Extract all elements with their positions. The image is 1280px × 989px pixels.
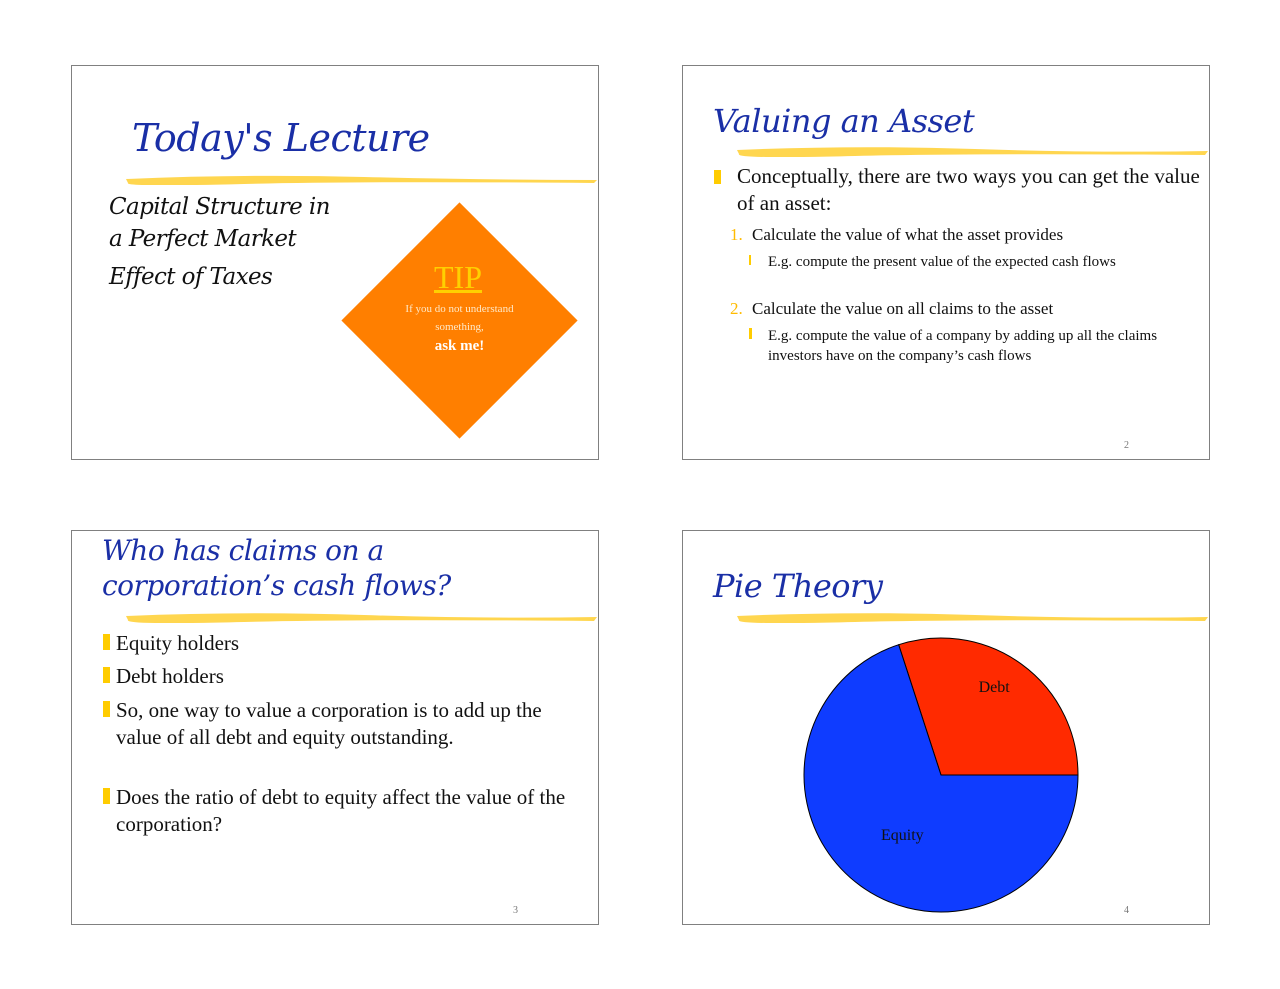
bullet-item-2: Debt holders — [116, 664, 224, 688]
item-2-number: 2. — [730, 299, 743, 318]
slide-title: Today's Lecture — [132, 116, 430, 160]
item-1-detail: E.g. compute the present value of the expected cash flows — [768, 254, 1116, 270]
bullet-icon — [103, 634, 110, 650]
slide-title: Valuing an Asset — [713, 102, 975, 140]
tip-text-line-2: something, — [435, 321, 484, 333]
bullet-icon — [103, 701, 110, 717]
bullet-icon — [103, 788, 110, 804]
slide-title: Who has claims on a corporation’s cash flows? — [102, 534, 451, 602]
main-point: Conceptually, there are two ways you can get the value of an asset: — [737, 164, 1200, 215]
bullet-item-4: Does the ratio of debt to equity affect the value of the corporation? — [116, 785, 566, 836]
bullet-icon — [714, 170, 721, 184]
pie-label-debt: Debt — [978, 678, 1010, 696]
bullet-item-3: So, one way to value a corporation is to add up the value of all debt and equity outstanding. — [116, 698, 542, 749]
slide-title: Pie Theory — [713, 567, 883, 605]
item-2-detail: E.g. compute the value of a company by adding up all the claims investors have on the company’s cash flows — [768, 328, 1158, 364]
highlighter-stroke-decoration — [124, 171, 599, 185]
subtitle-line-3: Effect of Taxes — [109, 264, 273, 290]
pie-label-equity: Equity — [881, 827, 924, 845]
slide-2 — [682, 65, 1210, 460]
slide-4 — [682, 530, 1210, 925]
highlighter-stroke-decoration — [735, 143, 1210, 157]
pie-chart — [683, 531, 1209, 924]
tip-ask-me: ask me! — [434, 338, 485, 354]
subtitle-line-1: Capital Structure in — [109, 194, 330, 220]
item-1-number: 1. — [730, 225, 743, 244]
page-number: 3 — [513, 905, 518, 916]
page-number: 4 — [1124, 905, 1129, 916]
slide-1 — [71, 65, 599, 460]
bullet-item-1: Equity holders — [116, 631, 240, 655]
page-number: 2 — [1124, 440, 1129, 451]
sub-bullet-icon — [749, 328, 752, 339]
tip-heading: TIP — [434, 259, 482, 295]
item-1-text: Calculate the value of what the asset provides — [752, 225, 1064, 244]
subtitle-line-2: a Perfect Market — [109, 226, 297, 252]
tip-text-line-1: If you do not understand — [405, 303, 514, 315]
bullet-icon — [103, 667, 110, 683]
slide-3 — [71, 530, 599, 925]
sub-bullet-icon — [749, 255, 751, 265]
item-2-text: Calculate the value on all claims to the asset — [752, 299, 1054, 318]
highlighter-stroke-decoration — [124, 609, 599, 623]
